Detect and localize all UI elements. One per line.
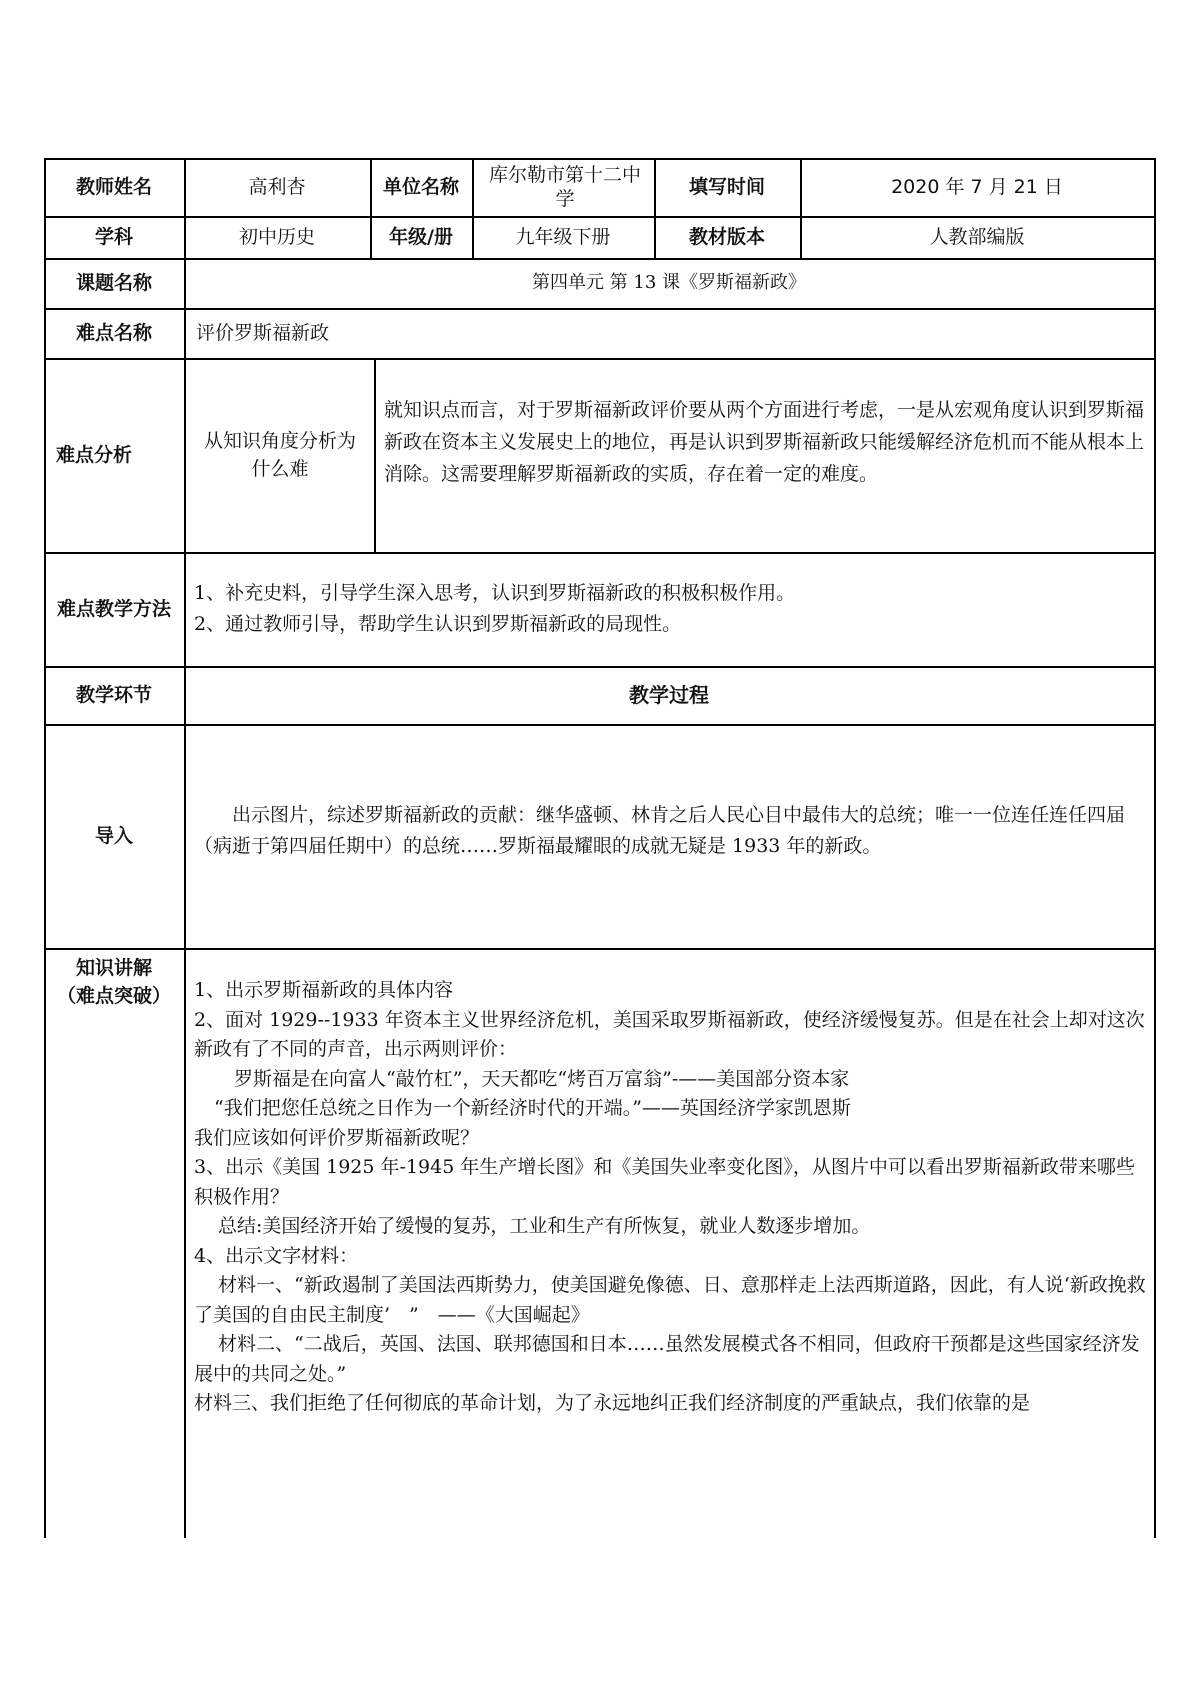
analysis-label: 难点分析 [56,444,133,466]
knowledge-line: 材料三、我们拒绝了任何彻底的革命计划，为了永远地纠正我们经济制度的严重缺点，我们依靠的是 [194,1392,1031,1414]
table-border-right [1154,158,1156,1538]
intro-text: 出示图片，综述罗斯福新政的贡献：继华盛顿、林肯之后人民心目中最伟大的总统；唯一一位连任连任四届（病逝于第四届任期中）的总统……罗斯福最耀眼的成就无疑是 1933 年的新政。 [194,804,1126,857]
knowledge-content [194,976,1146,1419]
date-label: 填写时间 [688,176,765,198]
lesson-plan-table [44,158,1156,1538]
difficulty-value: 评价罗斯福新政 [196,322,330,344]
knowledge-line: 2、面对 1929--1933 年资本主义世界经济危机，美国采取罗斯福新政，使经济缓慢复苏。但是在社会上却对这次新政有了不同的声音，出示两则评价： [194,1008,1145,1060]
method-item: 1、补充史料，引导学生深入思考，认识到罗斯福新政的积极积极作用。 [194,582,796,604]
edition-value: 人教部编版 [929,226,1025,248]
row-divider [44,724,1156,726]
analysis-sub-label: 从知识角度分析为什么难 [203,430,356,480]
difficulty-label: 难点名称 [75,322,152,344]
knowledge-line: 1、出示罗斯福新政的具体内容 [194,979,454,1001]
unit-value: 库尔勒市第十二中学 [488,164,641,210]
row-divider [44,552,1156,554]
intro-label: 导入 [94,825,133,847]
teacher-label: 教师姓名 [75,176,152,198]
subject-value: 初中历史 [238,226,315,248]
knowledge-line: 罗斯福是在向富人“敲竹杠”，天天都吃“烤百万富翁”-——美国部分资本家 [234,1067,850,1090]
topic-value: 第四单元 第 13 课《罗斯福新政》 [531,272,807,293]
knowledge-line: 4、出示文字材料： [194,1244,359,1267]
grade-label: 年级/册 [389,226,453,248]
column-divider [374,358,376,552]
analysis-text: 就知识点而言，对于罗斯福新政评价要从两个方面进行考虑，一是从宏观角度认识到罗斯福新政在资本主义发展史上的地位，再是认识到罗斯福新政只能缓解经济危机而不能从根本上消除。这需要理解罗斯福新政的实质，存在着一定的难度。 [384,399,1145,485]
row-divider [44,948,1156,950]
method-list [194,578,1144,640]
knowledge-line: 3、出示《美国 1925 年-1945 年生产增长图》和《美国失业率变化图》，从图片中可以看出罗斯福新政带来哪些积极作用？ [194,1156,1135,1208]
date-value: 2020 年 7 月 21 日 [891,176,1063,198]
knowledge-line: 材料一、“新政遏制了美国法西斯势力，使美国避免像德、日、意那样走上法西斯道路，因此，有人说‘新政挽救了美国的自由民主制度’ ” ——《大国崛起》 [194,1274,1146,1326]
teacher-value: 高利杏 [248,176,306,198]
method-item: 2、通过教师引导，帮助学生认识到罗斯福新政的局现性。 [194,613,682,635]
knowledge-line: 总结:美国经济开始了缓慢的复苏，工业和生产有所恢复，就业人数逐步增加。 [218,1215,871,1237]
knowledge-line: “我们把您任总统之日作为一个新经济时代的开端。”——英国经济学家凯恩斯 [214,1097,851,1119]
knowledge-line: 材料二、“二战后，英国、法国、联邦德国和日本……虽然发展模式各不相同，但政府干预都是这些国家经济发展中的共同之处。” [194,1333,1140,1385]
column-divider [184,158,186,1538]
grade-value: 九年级下册 [515,226,611,248]
subject-label: 学科 [94,226,133,248]
knowledge-label-line1: 知识讲解 [75,957,152,979]
knowledge-line: 我们应该如何评价罗斯福新政呢？ [194,1126,480,1149]
stage-header: 教学环节 [75,684,152,706]
edition-label: 教材版本 [688,226,765,248]
unit-label: 单位名称 [382,176,459,198]
topic-label: 课题名称 [75,272,152,294]
process-header: 教学过程 [629,683,709,707]
knowledge-label-line2: （难点突破） [56,985,171,1007]
method-label: 难点教学方法 [56,598,171,620]
